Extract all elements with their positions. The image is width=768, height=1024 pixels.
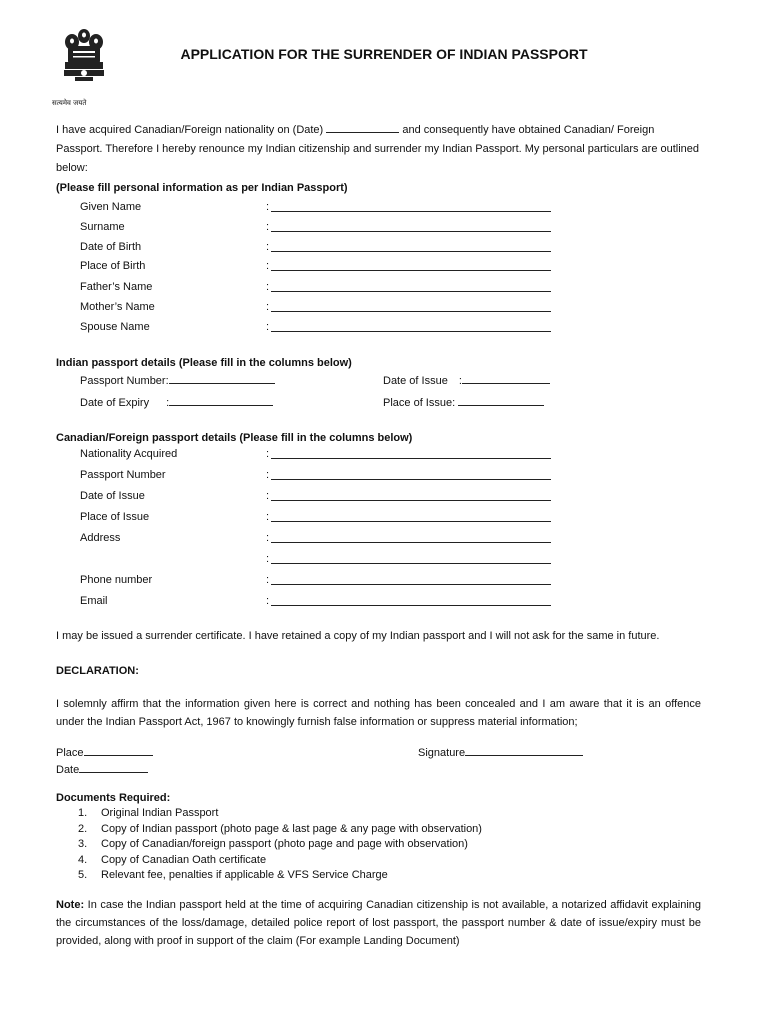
form-row-surname: Surname : xyxy=(80,220,560,234)
note-text: In case the Indian passport held at the time of acquiring Canadian citizenship is not available, a notarized affidavit explaining the circumstances of the loss/damage, detailed police report of lost passport, the passport number & date of issue/expiry must be provided, along with proof in support of the claim (For example Landing Document) xyxy=(56,899,701,947)
documents-list xyxy=(78,806,482,884)
indian-date-of-expiry-row: Date of Expiry : xyxy=(80,394,273,410)
page-title: APPLICATION FOR THE SURRENDER OF INDIAN PASSPORT xyxy=(180,46,588,62)
place-label: Place xyxy=(56,747,84,759)
intro-paragraph xyxy=(56,121,701,178)
note-paragraph xyxy=(56,896,701,950)
fathers-name-label: Father’s Name xyxy=(80,281,153,293)
date-label: Date xyxy=(56,764,80,776)
form-row-address: Address : xyxy=(80,531,560,545)
indian-place-of-issue-field[interactable] xyxy=(458,394,544,406)
indian-date-of-issue-field[interactable] xyxy=(462,372,550,384)
emblem-motto: सत्यमेव जयते xyxy=(52,99,87,107)
date-of-issue-label: Date of Issue xyxy=(383,375,448,387)
surname-label: Surname xyxy=(80,221,125,233)
form-row-email: Email : xyxy=(80,594,560,608)
place-field[interactable] xyxy=(84,744,153,756)
indian-date-of-issue-row: Date of Issue : xyxy=(383,372,550,388)
surname-field[interactable] xyxy=(271,231,551,232)
documents-heading: Documents Required: xyxy=(56,792,171,804)
form-row-place-of-birth: Place of Birth : xyxy=(80,259,560,273)
signature-label: Signature xyxy=(418,747,466,759)
date-of-birth-field[interactable] xyxy=(271,251,551,252)
indian-date-of-expiry-field[interactable] xyxy=(169,394,273,406)
place-row xyxy=(56,744,153,760)
foreign-passport-number-label: Passport Number xyxy=(80,469,166,481)
phone-number-label: Phone number xyxy=(80,574,153,586)
indian-passport-number-field[interactable] xyxy=(169,372,275,384)
form-row-foreign-place-of-issue: Place of Issue : xyxy=(80,510,560,524)
place-of-birth-label: Place of Birth xyxy=(80,260,146,272)
signature-row xyxy=(418,744,583,760)
address-label: Address xyxy=(80,532,121,544)
foreign-date-of-issue-label: Date of Issue xyxy=(80,490,145,502)
list-item: 4. Copy of Canadian Oath certificate xyxy=(78,853,267,866)
spouse-name-field[interactable] xyxy=(271,331,551,332)
form-row-mothers-name: Mother’s Name : xyxy=(80,300,560,314)
date-of-birth-label: Date of Birth xyxy=(80,241,142,253)
fathers-name-field[interactable] xyxy=(271,291,551,292)
national-emblem-icon xyxy=(55,26,113,110)
list-item: 3. Copy of Canadian/foreign passport (photo page and page with observation) xyxy=(78,838,468,850)
email-field[interactable] xyxy=(271,605,551,606)
form-row-foreign-passport-number: Passport Number : xyxy=(80,468,560,482)
address-field-line-2[interactable] xyxy=(271,563,551,564)
email-label: Email xyxy=(80,595,108,607)
intro-text-2: and consequently have obtained Canadian/ Foreign Passport. Therefore I hereby renounce my Indian citizenship and surrender my Indian Passport. My personal particulars are outlined below: xyxy=(56,124,700,174)
foreign-place-of-issue-label: Place of Issue xyxy=(80,511,150,523)
mothers-name-field[interactable] xyxy=(271,311,551,312)
declaration-heading: DECLARATION: xyxy=(56,665,139,677)
indian-passport-number-row xyxy=(80,372,275,388)
list-item: 1. Original Indian Passport xyxy=(78,807,219,819)
note-label: Note: xyxy=(56,899,85,911)
form-row-date-of-birth: Date of Birth : xyxy=(80,240,560,254)
given-name-field[interactable] xyxy=(271,211,551,212)
form-row-given-name: Given Name : xyxy=(80,200,560,214)
phone-number-field[interactable] xyxy=(271,584,551,585)
list-item: 2. Copy of Indian passport (photo page & last page & any page with observation) xyxy=(78,822,482,835)
foreign-date-of-issue-field[interactable] xyxy=(271,500,551,501)
signature-field[interactable] xyxy=(465,744,583,756)
nationality-date-field[interactable] xyxy=(326,121,399,133)
intro-text-1: I have acquired Canadian/Foreign nationality on (Date) xyxy=(56,124,324,136)
date-of-expiry-label: Date of Expiry xyxy=(80,397,150,409)
list-item: 5. Relevant fee, penalties if applicable & VFS Service Charge xyxy=(78,869,388,881)
date-row xyxy=(56,761,148,777)
form-row-phone-number: Phone number : xyxy=(80,573,560,587)
place-of-issue-label: Place of Issue: xyxy=(383,397,456,409)
form-row-address-continued: : xyxy=(80,552,560,566)
place-of-birth-field[interactable] xyxy=(271,270,551,271)
indian-passport-heading: Indian passport details (Please fill in the columns below) xyxy=(56,357,352,369)
form-row-spouse-name: Spouse Name : xyxy=(80,320,560,334)
nationality-acquired-field[interactable] xyxy=(271,458,551,459)
form-row-foreign-date-of-issue: Date of Issue : xyxy=(80,489,560,503)
date-field[interactable] xyxy=(79,761,148,773)
foreign-passport-number-field[interactable] xyxy=(271,479,551,480)
given-name-label: Given Name xyxy=(80,201,142,213)
address-field-line-1[interactable] xyxy=(271,542,551,543)
form-row-nationality-acquired: Nationality Acquired : xyxy=(80,447,560,461)
mothers-name-label: Mother’s Name xyxy=(80,301,155,313)
spouse-name-label: Spouse Name xyxy=(80,321,150,333)
personal-info-heading: (Please fill personal information as per Indian Passport) xyxy=(56,182,348,194)
surrender-certificate-statement: I may be issued a surrender certificate. I have retained a copy of my Indian passport and I will not ask for the same in future. xyxy=(56,630,660,642)
passport-number-label: Passport Number: xyxy=(80,375,169,387)
form-row-fathers-name: Father’s Name : xyxy=(80,280,560,294)
foreign-place-of-issue-field[interactable] xyxy=(271,521,551,522)
declaration-text: I solemnly affirm that the information given here is correct and nothing has been concealed and I am aware that it is an offence under the Indian Passport Act, 1967 to knowingly furnish false information or suppress material information; xyxy=(56,698,701,728)
indian-place-of-issue-row xyxy=(383,394,544,410)
nationality-acquired-label: Nationality Acquired xyxy=(80,448,178,460)
foreign-passport-heading: Canadian/Foreign passport details (Please fill in the columns below) xyxy=(56,432,413,444)
